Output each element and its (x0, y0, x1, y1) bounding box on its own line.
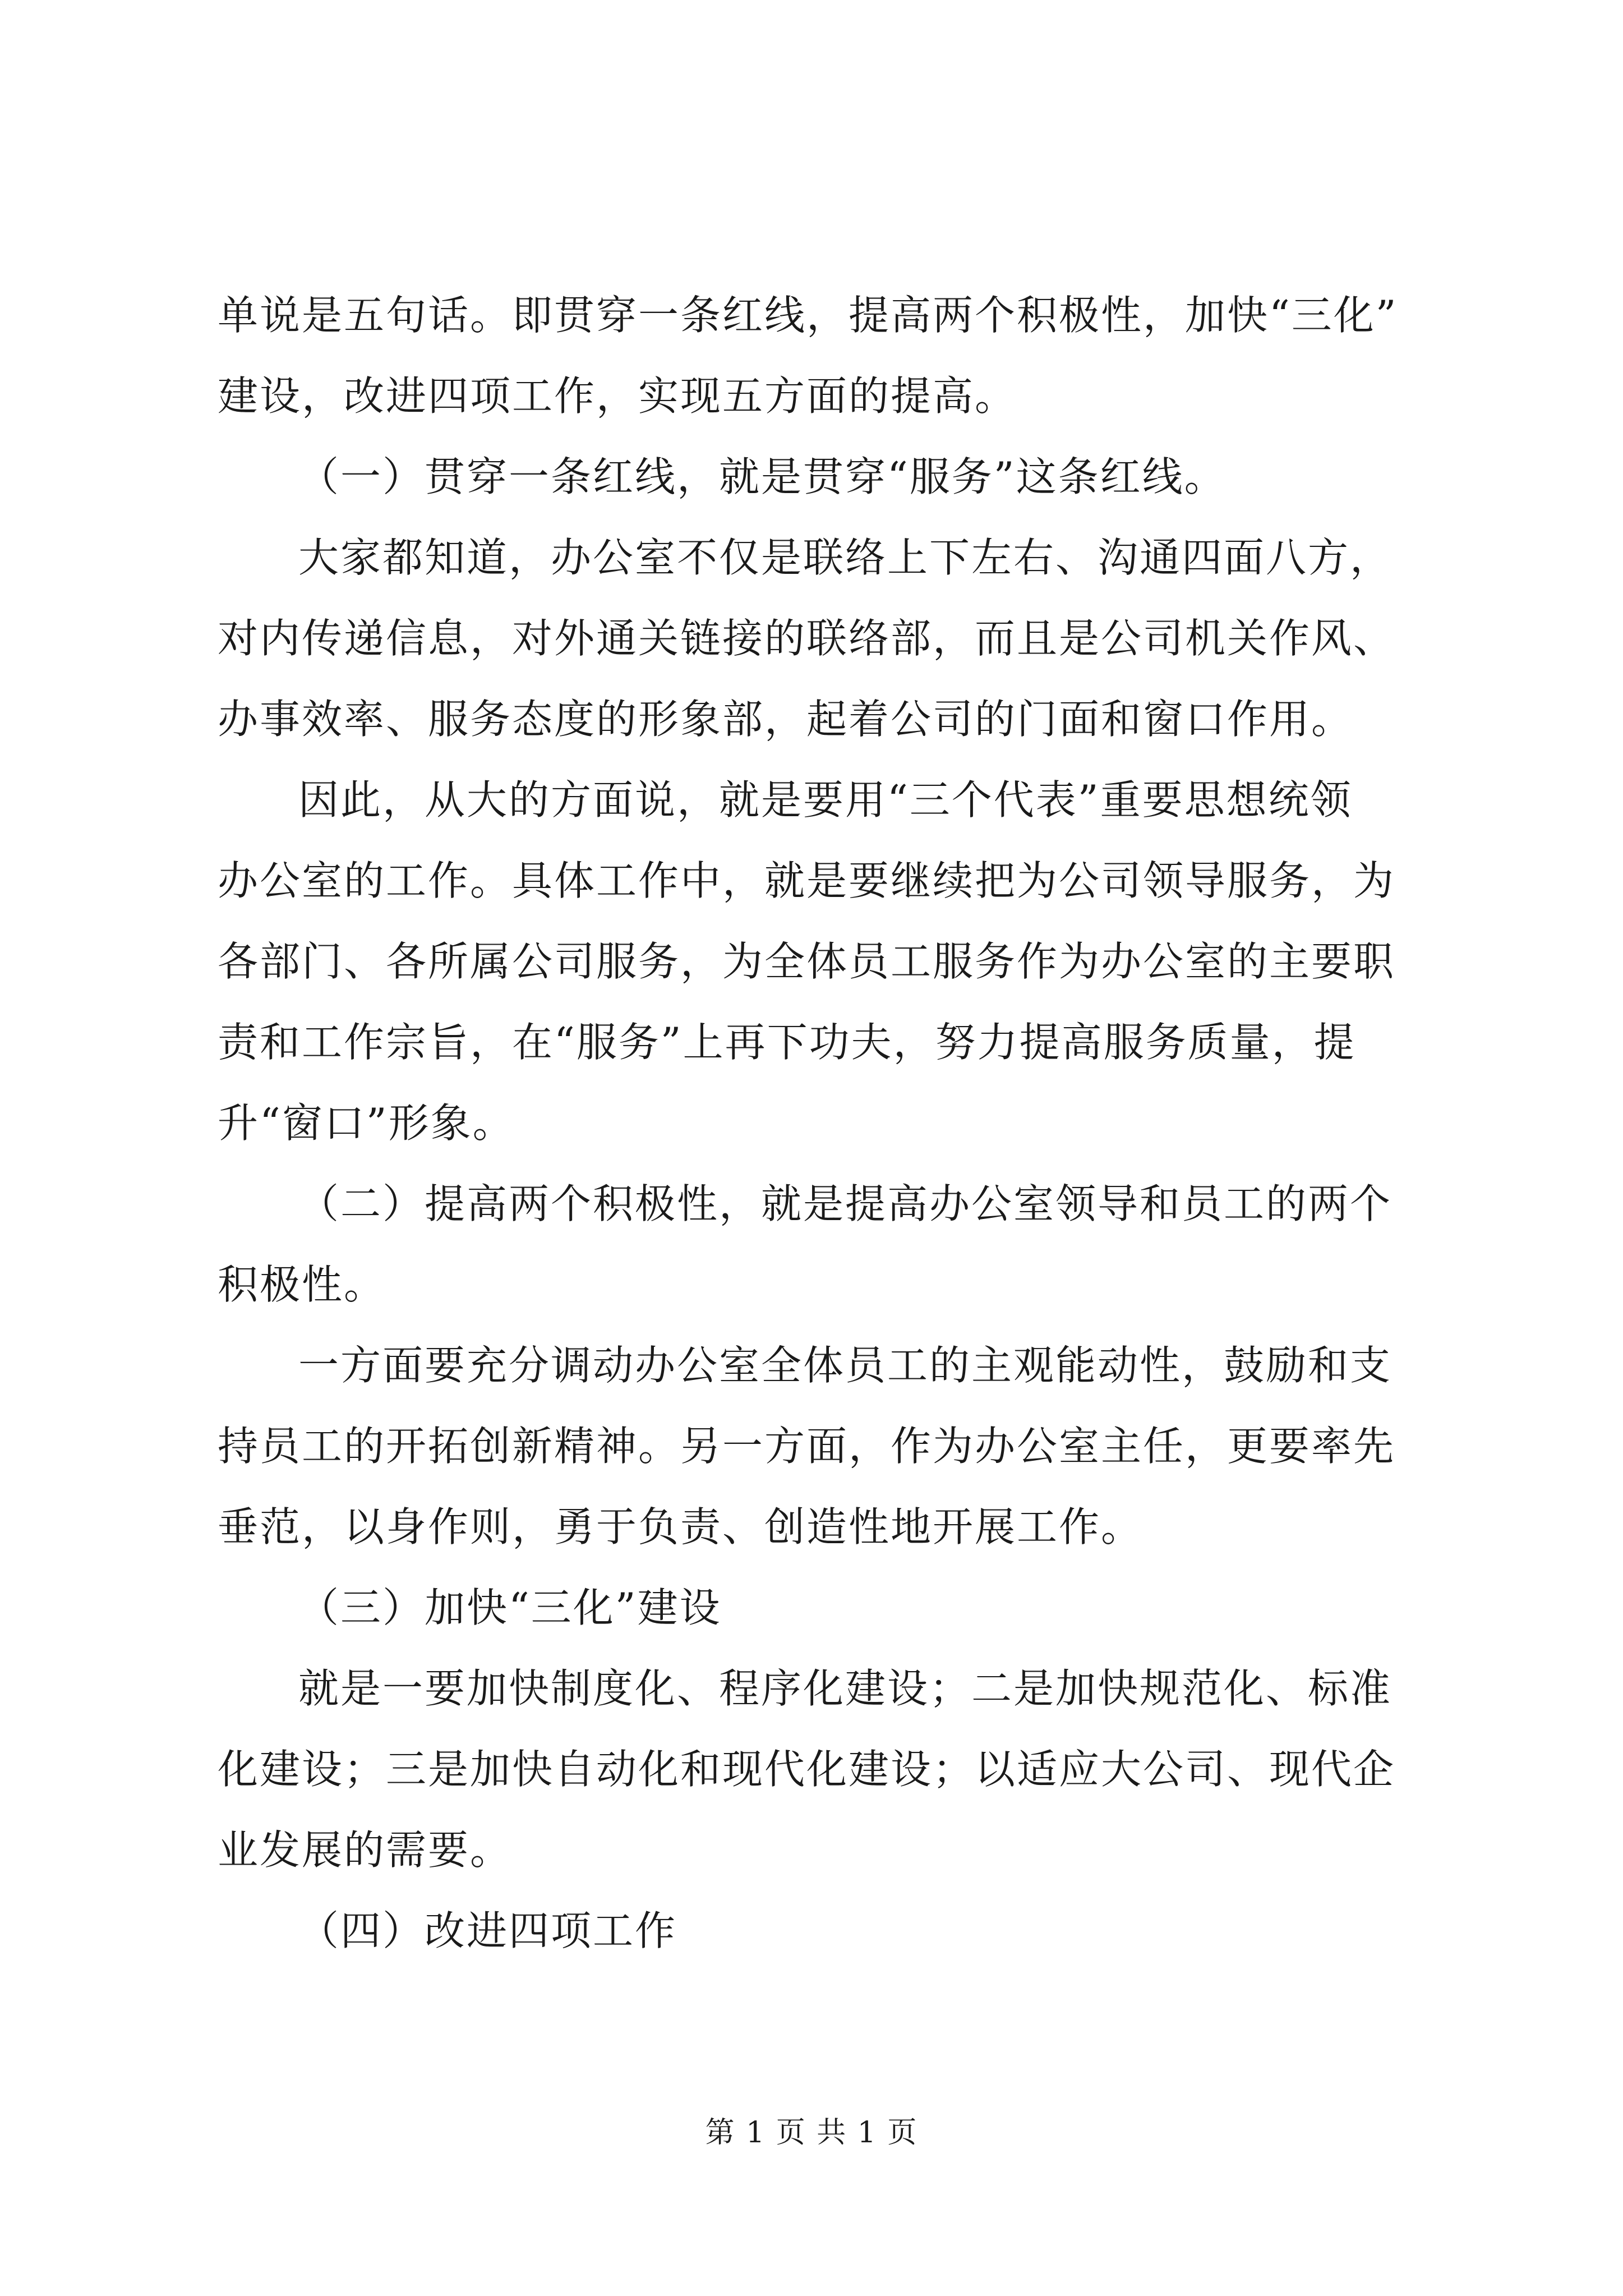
section-heading-1: （一）贯穿一条红线，就是贯穿“服务”这条红线。 (298, 453, 1227, 500)
paragraph-line: 化建设；三是加快自动化和现代化建设；以适应大公司、现代企 (218, 1746, 1396, 1793)
paragraph-line: 因此，从大的方面说，就是要用“三个代表”重要思想统领 (298, 776, 1353, 823)
paragraph-line: 办公室的工作。具体工作中，就是要继续把为公司领导服务，为 (218, 857, 1396, 904)
paragraph-line: 办事效率、服务态度的形象部，起着公司的门面和窗口作用。 (218, 696, 1354, 743)
paragraph-line: 对内传递信息，对外通关链接的联络部，而且是公司机关作风、 (218, 615, 1396, 662)
document-body (218, 275, 1429, 1971)
section-heading-3: （三）加快“三化”建设 (298, 1584, 722, 1631)
paragraph-line: 各部门、各所属公司服务，为全体员工服务作为办公室的主要职 (218, 938, 1396, 985)
paragraph-line: 一方面要充分调动办公室全体员工的主观能动性，鼓励和支 (298, 1342, 1393, 1389)
paragraph-line: 垂范，以身作则，勇于负责、创造性地开展工作。 (218, 1503, 1144, 1550)
paragraph-line: 业发展的需要。 (218, 1826, 513, 1874)
paragraph-line: 大家都知道，办公室不仅是联络上下左右、沟通四面八方， (298, 534, 1393, 581)
paragraph-line: 单说是五句话。即贯穿一条红线，提高两个积极性，加快“三化” (218, 292, 1398, 339)
page-footer: 第 1 页 共 1 页 (705, 2116, 918, 2150)
section-heading-2: （二）提高两个积极性，就是提高办公室领导和员工的两个 (298, 1180, 1393, 1227)
paragraph-line: 就是一要加快制度化、程序化建设；二是加快规范化、标准 (298, 1665, 1393, 1712)
section-heading-4: （四）改进四项工作 (298, 1907, 677, 1954)
paragraph-line: 积极性。 (218, 1261, 386, 1308)
paragraph-line: 建设，改进四项工作，实现五方面的提高。 (218, 372, 1017, 420)
paragraph-line: 升“窗口”形象。 (218, 1099, 515, 1147)
paragraph-line: 责和工作宗旨，在“服务”上再下功夫，努力提高服务质量，提 (218, 1019, 1356, 1066)
paragraph-line: 持员工的开拓创新精神。另一方面，作为办公室主任，更要率先 (218, 1423, 1396, 1470)
